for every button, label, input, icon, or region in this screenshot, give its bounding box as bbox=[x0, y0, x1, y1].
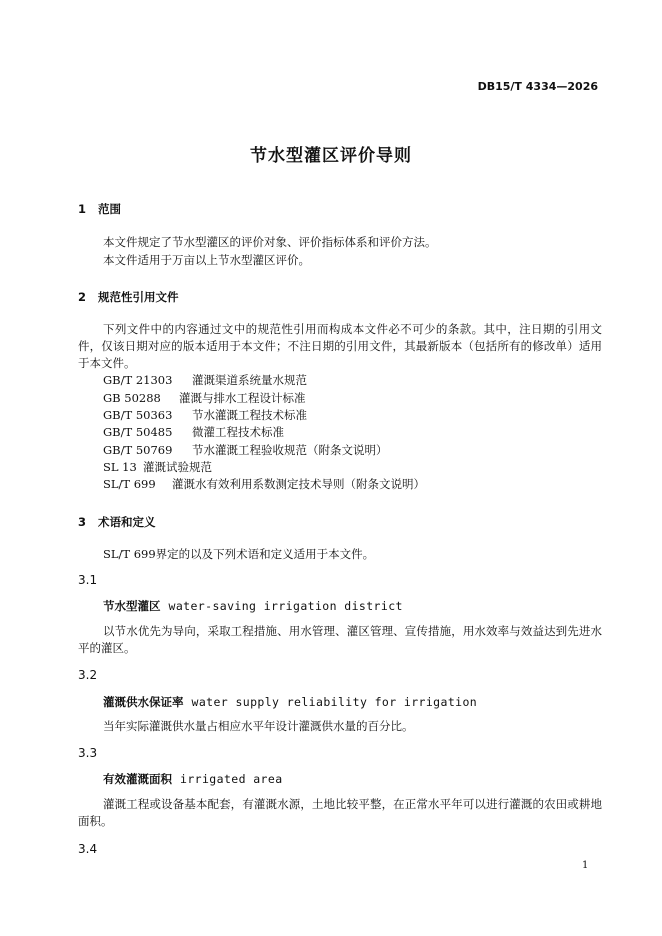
section-title: 规范性引用文件 bbox=[98, 290, 179, 304]
section-heading-scope bbox=[78, 201, 121, 217]
term-name bbox=[103, 771, 283, 787]
term-name-en: water-saving irrigation district bbox=[168, 599, 403, 613]
reference-code: GB/T 50363 bbox=[103, 408, 173, 422]
reference-title: 灌溉渠道系统量水规范 bbox=[192, 373, 307, 387]
term-name bbox=[103, 598, 403, 614]
reference-item bbox=[103, 372, 307, 389]
term-definition: 灌溉工程或设备基本配套，有灌溉水源，土地比较平整，在正常水平年可以进行灌溉的农田或耕地面积。 bbox=[78, 797, 602, 828]
section-heading-references bbox=[78, 289, 179, 305]
term-definition: 当年实际灌溉供水量占相应水平年设计灌溉供水量的百分比。 bbox=[103, 719, 414, 733]
reference-item bbox=[103, 476, 425, 493]
section-title: 范围 bbox=[98, 202, 121, 216]
reference-item bbox=[103, 407, 307, 424]
reference-title: 节水灌溉工程技术标准 bbox=[192, 408, 307, 422]
term-name bbox=[103, 694, 477, 710]
term-number: 3.2 bbox=[78, 668, 98, 682]
reference-item bbox=[103, 424, 284, 441]
reference-code: GB/T 21303 bbox=[103, 373, 173, 387]
terms-intro: SL/T 699界定的以及下列术语和定义适用于本文件。 bbox=[103, 547, 375, 561]
term-number: 3.4 bbox=[78, 842, 98, 856]
reference-code: GB/T 50485 bbox=[103, 425, 173, 439]
reference-code: SL/T 699 bbox=[103, 477, 156, 491]
reference-title: 节水灌溉工程验收规范（附条文说明） bbox=[192, 443, 388, 457]
section-heading-terms bbox=[78, 514, 156, 530]
reference-item bbox=[103, 390, 306, 407]
term-name-zh: 灌溉供水保证率 bbox=[103, 695, 184, 709]
scope-paragraph-1: 本文件规定了节水型灌区的评价对象、评价指标体系和评价方法。 bbox=[103, 235, 437, 249]
term-name-en: irrigated area bbox=[180, 772, 283, 786]
document-code: DB15/T 4334—2026 bbox=[477, 80, 598, 93]
term-definition: 以节水优先为导向，采取工程措施、用水管理、灌区管理、宣传措施，用水效率与效益达到先进水平的灌区。 bbox=[78, 624, 602, 655]
term-name-zh: 有效灌溉面积 bbox=[103, 772, 172, 786]
page-number: 1 bbox=[582, 860, 589, 871]
reference-title: 灌溉试验规范 bbox=[143, 460, 212, 474]
reference-title: 灌溉水有效利用系数测定技术导则（附条文说明） bbox=[172, 477, 425, 491]
reference-item bbox=[103, 459, 212, 476]
section-number: 3 bbox=[78, 515, 87, 529]
term-name-zh: 节水型灌区 bbox=[103, 599, 161, 613]
reference-code: SL 13 bbox=[103, 460, 137, 474]
reference-item bbox=[103, 442, 388, 459]
document-title: 节水型灌区评价导则 bbox=[250, 146, 412, 166]
section-number: 1 bbox=[78, 202, 87, 216]
reference-title: 灌溉与排水工程设计标准 bbox=[179, 391, 306, 405]
term-number: 3.1 bbox=[78, 573, 98, 587]
term-number: 3.3 bbox=[78, 746, 98, 760]
section-number: 2 bbox=[78, 290, 87, 304]
reference-title: 微灌工程技术标准 bbox=[192, 425, 284, 439]
references-intro: 下列文件中的内容通过文中的规范性引用而构成本文件必不可少的条款。其中，注日期的引用文件，仅该日期对应的版本适用于本文件；不注日期的引用文件，其最新版本（包括所有的修改单）适用于本文件。 bbox=[78, 322, 602, 370]
reference-code: GB/T 50769 bbox=[103, 443, 173, 457]
scope-paragraph-2: 本文件适用于万亩以上节水型灌区评价。 bbox=[103, 253, 310, 267]
term-name-en: water supply reliability for irrigation bbox=[191, 695, 478, 709]
reference-code: GB 50288 bbox=[103, 391, 161, 405]
section-title: 术语和定义 bbox=[98, 515, 156, 529]
